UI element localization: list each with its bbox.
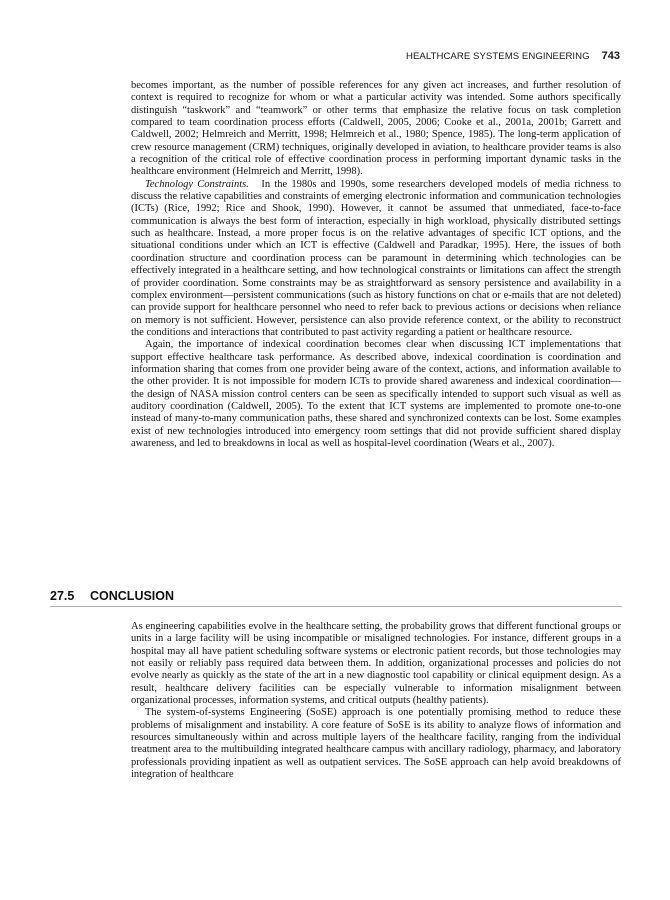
running-head xyxy=(406,46,620,60)
section-number: 27.5 xyxy=(50,589,75,603)
run-in-heading: Technology Constraints. xyxy=(145,178,249,190)
paragraph-indexical-coordination: Again, the importance of indexical coordination becomes clear when discussing ICT implementations that support effective healthcare task performance. As described above, indexical coordination is coordination and information sharing that comes from one provider being aware of the context, actions, and information available to the other provider. It is not impossible for modern ICTs to provide shared awareness and indexical coordination—the design of NASA mission control centers can be seen as specifically intended to support such visual as well as auditory coordination (Caldwell, 2005). To the extent that ICT systems are implemented to promote one-to-one instead of many-to-many communication paths, these shared and synchronized contexts can be lost. Some examples exist of new technologies introduced into emergency room settings that did not provide sufficient shared display awareness, and led to breakdowns in local as well as hospital-level coordination (Wears et al., 2007). xyxy=(131,339,621,449)
page-number: 743 xyxy=(601,50,620,62)
body-text-upper xyxy=(131,80,621,450)
paragraph-technology-constraints xyxy=(131,179,621,339)
paragraph-coordination-context: becomes important, as the number of possible references for any given act increases, and further resolution of context is required to recognize for whom or what a particular activity was intended. Some authors specifically distinguish “taskwork” and “teamwork” or other terms that emphasize the relative focus on task completion compared to team coordination process efforts (Caldwell, 2005, 2006; Cooke et al., 2001a, 2001b; Garrett and Caldwell, 2002; Helmreich and Merritt, 1998; Helmreich et al., 1980; Spence, 1985). The long-term application of crew resource management (CRM) techniques, originally developed in aviation, to healthcare provider teams is also a recognition of the critical role of effective coordination process in performing important dynamic tasks in the healthcare environment (Helmreich and Merritt, 1998). xyxy=(131,80,621,178)
section-heading xyxy=(50,589,622,607)
paragraph-conclusion-misalignment: As engineering capabilities evolve in the healthcare setting, the probability grows that different functional groups or units in a large facility will be using incompatible or misaligned technologies. For instance, different groups in a hospital may all have patient scheduling software systems or electronic patient records, but those technologies may not easily or reliably pass required data between them. In addition, organizational processes and policies do not evolve nearly as quickly as the state of the art in a new diagnostic tool capability or clinical equipment design. As a result, healthcare delivery facilities can be especially vulnerable to information misalignment between organizational processes, information systems, and critical outputs (healthy patients). xyxy=(131,621,621,707)
running-head-title: HEALTHCARE SYSTEMS ENGINEERING xyxy=(406,51,590,62)
section-title: CONCLUSION xyxy=(90,589,175,603)
body-text-conclusion xyxy=(131,621,621,781)
paragraph-conclusion-sose: The system-of-systems Engineering (SoSE) approach is one potentially promising method to reduce these problems of misalignment and instability. A core feature of SoSE is its ability to analyze flows of information and resources simultaneously within and across multiple layers of the healthcare facility, ranging from the individual treatment area to the multibuilding integrated healthcare campus with ancillary radiology, pharmacy, and laboratory professionals providing inpatient as well as outpatient services. The SoSE approach can help avoid breakdowns of integration of healthcare xyxy=(131,707,621,781)
technology-constraints-text: In the 1980s and 1990s, some researchers developed models of media richness to discuss the relative capabilities and constraints of emerging electronic information and communication technologies (ICTs) (Rice, 1992; Rice and Shook, 1990). However, it cannot be assumed that unmediated, face-to-face communication is always the best form of interaction, especially in high workload, physically distributed settings such as healthcare. Instead, a more proper focus is on the relative advantages of specific ICT options, and the situational conditions under which an ICT is effective (Caldwell and Paradkar, 1995). Here, the issues of both coordination structure and coordination process can be paramount in determining which technologies can be effectively integrated in a healthcare setting, and how technological constraints or limitations can affect the strength of provider coordination. Some constraints may be as straightforward as sensory persistence and availability in a complex environment—persistent communications (such as history functions on chat or e-mails that are not deleted) can provide support for healthcare personnel who need to refer back to previous actions or decisions when reliance on memory is not sufficient. However, persistence can also provide reference context, or the ability to reconstruct the conditions and interactions that contributed to past activity regarding a patient or healthcare resource. xyxy=(131,178,622,338)
